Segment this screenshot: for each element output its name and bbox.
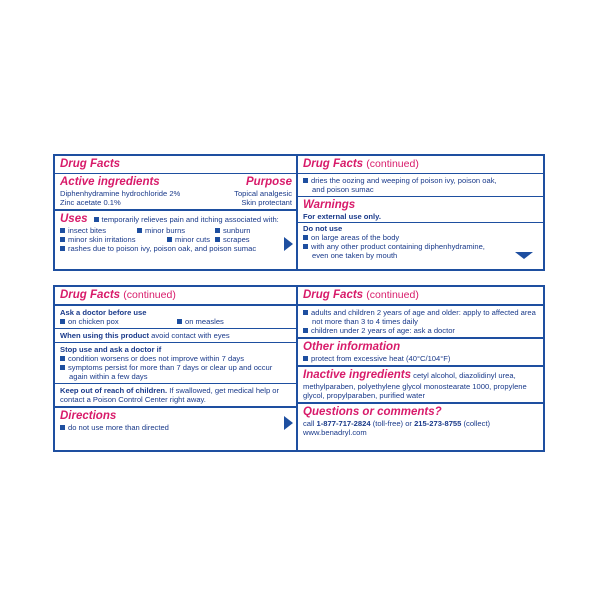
- directions-continued-section: [298, 306, 543, 339]
- collect-label: (collect): [463, 419, 491, 428]
- when-using-label: When using this product: [60, 331, 150, 340]
- keep-out-section: [55, 384, 296, 408]
- continued-label: (continued): [123, 289, 176, 301]
- purpose-heading: Purpose: [245, 176, 292, 188]
- when-using-text: avoid contact with eyes: [151, 331, 230, 340]
- ingredient-name: Zinc acetate 0.1%: [60, 198, 121, 207]
- ingredient-purpose: Topical analgesic: [234, 189, 292, 198]
- warning-item: with any other product containing diphenhydramine,: [311, 242, 485, 251]
- questions-section: [298, 404, 543, 439]
- inactive-ingredients-section: [298, 367, 543, 404]
- bullet-icon: [60, 356, 65, 361]
- drug-facts-panel-bottom: [53, 285, 545, 452]
- bullet-icon: [94, 217, 99, 222]
- direction-item-cont: not more than 3 to 4 times daily: [312, 317, 418, 326]
- stop-use-section: [55, 343, 296, 384]
- drug-facts-title: Drug Facts: [303, 289, 364, 301]
- stop-item: condition worsens or does not improve within 7 days: [68, 354, 245, 363]
- drug-facts-title: Drug Facts: [60, 289, 121, 301]
- bullet-icon: [60, 319, 65, 324]
- bullet-icon: [303, 310, 308, 315]
- bullet-icon: [177, 319, 182, 324]
- direction-item: do not use more than directed: [68, 423, 169, 432]
- ask-item: on chicken pox: [68, 317, 119, 326]
- use-item-cont: and poison sumac: [312, 185, 374, 194]
- directions-section: [55, 408, 296, 434]
- drug-facts-column-1: [55, 156, 298, 269]
- use-item: minor skin irritations: [68, 235, 136, 244]
- ingredient-row: [60, 189, 292, 198]
- tollfree-label: (toll-free) or: [372, 419, 412, 428]
- bullet-icon: [215, 237, 220, 242]
- drug-facts-column-2: [298, 156, 543, 269]
- use-item: rashes due to poison ivy, poison oak, and poison sumac: [68, 244, 257, 253]
- drug-facts-title: Drug Facts: [303, 158, 364, 170]
- inactive-ingredients-heading: Inactive ingredients: [303, 369, 412, 381]
- drug-facts-title-section: [55, 287, 296, 306]
- website-link[interactable]: www.benadryl.com: [303, 428, 367, 437]
- call-label: call: [303, 419, 315, 428]
- drug-facts-title-section: [55, 156, 296, 174]
- bullet-icon: [60, 237, 65, 242]
- ingredient-name: Diphenhydramine hydrochloride 2%: [60, 189, 181, 198]
- continue-right-arrow-icon: [284, 416, 293, 430]
- use-item: sunburn: [223, 226, 251, 235]
- use-item: scrapes: [223, 235, 250, 244]
- bullet-icon: [303, 356, 308, 361]
- direction-item: children under 2 years of age: ask a doctor: [311, 326, 455, 335]
- continue-down-arrow-icon: [515, 252, 533, 259]
- drug-facts-panel-top: [53, 154, 545, 271]
- ask-doctor-section: [55, 306, 296, 329]
- bullet-icon: [303, 178, 308, 183]
- warning-item-cont: even one taken by mouth: [312, 251, 398, 260]
- uses-continued-section: [298, 174, 543, 197]
- other-item: protect from excessive heat (40°C/104°F): [311, 354, 451, 363]
- direction-item: adults and children 2 years of age and older: apply to affected area: [311, 308, 536, 317]
- keep-out-label: Keep out of reach of children.: [60, 386, 168, 395]
- questions-heading: Questions or comments?: [303, 406, 442, 418]
- bullet-icon: [303, 328, 308, 333]
- use-item: minor cuts: [175, 235, 211, 244]
- uses-intro: temporarily relieves pain and itching associated with:: [101, 215, 279, 224]
- do-not-use-heading: Do not use: [303, 224, 343, 233]
- warning-item: on large areas of the body: [311, 233, 400, 242]
- drug-facts-title: Drug Facts: [60, 158, 121, 170]
- drug-facts-column-3: [55, 287, 298, 450]
- bullet-icon: [215, 228, 220, 233]
- bullet-icon: [167, 237, 172, 242]
- continued-label: (continued): [366, 289, 419, 301]
- use-item: dries the oozing and weeping of poison ivy, poison oak,: [311, 176, 497, 185]
- uses-section: [55, 211, 296, 255]
- warnings-heading: Warnings: [303, 199, 356, 211]
- use-item: insect bites: [68, 226, 106, 235]
- keep-out-text: If swallowed, get medical help or: [169, 386, 280, 395]
- use-item: minor burns: [145, 226, 186, 235]
- bullet-icon: [60, 365, 65, 370]
- ingredient-row: [60, 198, 292, 207]
- inactive-text-cont: methylparaben, polyethylene glycol monostearate 1000, propylene: [303, 382, 527, 391]
- ingredient-purpose: Skin protectant: [241, 198, 292, 207]
- inactive-text: cetyl alcohol, diazolidinyl urea,: [413, 371, 516, 380]
- bullet-icon: [60, 425, 65, 430]
- when-using-section: [55, 329, 296, 343]
- drug-facts-title-section: [298, 287, 543, 306]
- bullet-icon: [303, 235, 308, 240]
- ask-item: on measles: [185, 317, 224, 326]
- active-ingredients-heading: Active ingredients: [60, 176, 160, 188]
- ask-doctor-heading: Ask a doctor before use: [60, 308, 147, 317]
- phone-tollfree-link[interactable]: 1-877-717-2824: [316, 419, 371, 428]
- bullet-icon: [303, 244, 308, 249]
- bullet-icon: [137, 228, 142, 233]
- phone-collect-link[interactable]: 215-273-8755: [414, 419, 462, 428]
- directions-heading: Directions: [60, 410, 117, 422]
- active-ingredients-section: [55, 174, 296, 211]
- stop-item: symptoms persist for more than 7 days or clear up and occur: [68, 363, 273, 372]
- bullet-icon: [60, 246, 65, 251]
- inactive-text-cont: glycol, propylparaben, purified water: [303, 391, 425, 400]
- other-information-section: [298, 339, 543, 367]
- drug-facts-title-section: [298, 156, 543, 174]
- stop-item-cont: again within a few days: [69, 372, 148, 381]
- continued-label: (continued): [366, 158, 419, 170]
- continue-right-arrow-icon: [284, 237, 293, 251]
- warnings-section: [298, 197, 543, 262]
- bullet-icon: [60, 228, 65, 233]
- uses-heading: Uses: [60, 213, 88, 225]
- external-use-label: For external use only.: [298, 212, 543, 223]
- other-information-heading: Other information: [303, 341, 401, 353]
- stop-use-heading: Stop use and ask a doctor if: [60, 345, 162, 354]
- drug-facts-column-4: [298, 287, 543, 450]
- keep-out-text-cont: contact a Poison Control Center right away.: [60, 395, 206, 404]
